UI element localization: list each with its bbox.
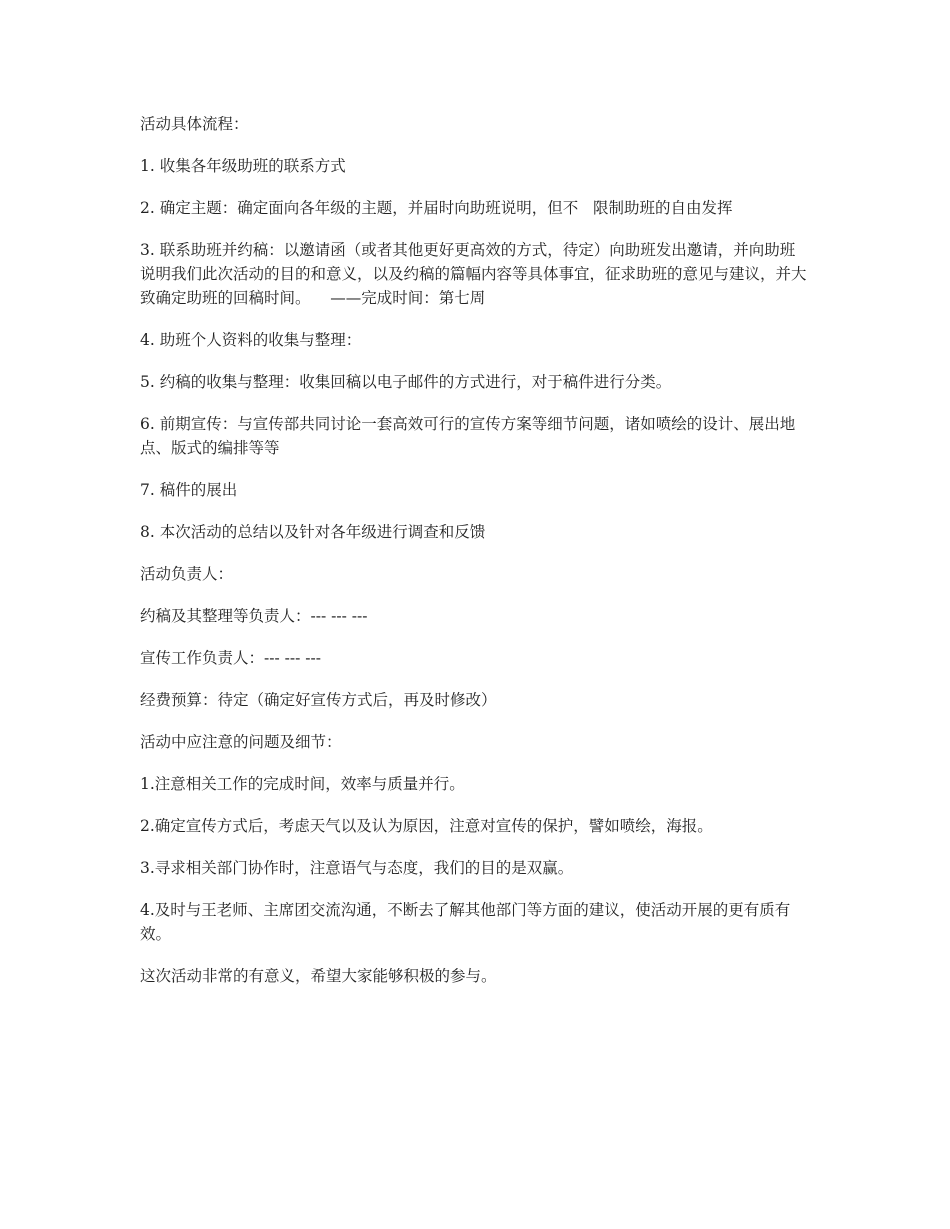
process-step-5: 5. 约稿的收集与整理：收集回稿以电子邮件的方式进行，对于稿件进行分类。 xyxy=(140,373,672,391)
process-step-6: 6. 前期宣传：与宣传部共同讨论一套高效可行的宣传方案等细节问题，诸如喷绘的设计、展出地点、版式的编排等等 xyxy=(140,415,796,457)
note-4: 4.及时与王老师、主席团交流沟通，不断去了解其他部门等方面的建议，使活动开展的更有质有效。 xyxy=(140,901,791,943)
owner-publicity: 宣传工作负责人：--- --- --- xyxy=(140,649,321,667)
closing-remark: 这次活动非常的有意义，希望大家能够积极的参与。 xyxy=(140,967,497,985)
section-heading-notes: 活动中应注意的问题及细节： xyxy=(140,733,342,751)
process-step-3: 3. 联系助班并约稿：以邀请函（或者其他更好更高效的方式，待定）向助班发出邀请，并向助班说明我们此次活动的目的和意义，以及约稿的篇幅内容等具体事宜，征求助班的意见与建议，并大致确定助班的回稿时间。 ——完成时间：第七周 xyxy=(140,241,807,307)
section-heading-process: 活动具体流程： xyxy=(140,115,249,133)
note-2: 2.确定宣传方式后，考虑天气以及认为原因，注意对宣传的保护，譬如喷绘，海报。 xyxy=(140,817,713,835)
process-step-7: 7. 稿件的展出 xyxy=(140,481,238,499)
process-step-8: 8. 本次活动的总结以及针对各年级进行调查和反馈 xyxy=(140,523,486,541)
document-body xyxy=(140,112,810,1006)
note-3: 3.寻求相关部门协作时，注意语气与态度，我们的目的是双赢。 xyxy=(140,859,574,877)
note-1: 1.注意相关工作的完成时间，效率与质量并行。 xyxy=(140,775,465,793)
process-step-2: 2. 确定主题：确定面向各年级的主题，并届时向助班说明，但不 限制助班的自由发挥 xyxy=(140,199,733,217)
process-step-1: 1. 收集各年级助班的联系方式 xyxy=(140,157,346,175)
section-heading-owners: 活动负责人： xyxy=(140,565,234,583)
owner-manuscripts: 约稿及其整理等负责人：--- --- --- xyxy=(140,607,368,625)
budget-line: 经费预算：待定（确定好宣传方式后，再及时修改） xyxy=(140,691,497,709)
process-step-4: 4. 助班个人资料的收集与整理： xyxy=(140,331,362,349)
